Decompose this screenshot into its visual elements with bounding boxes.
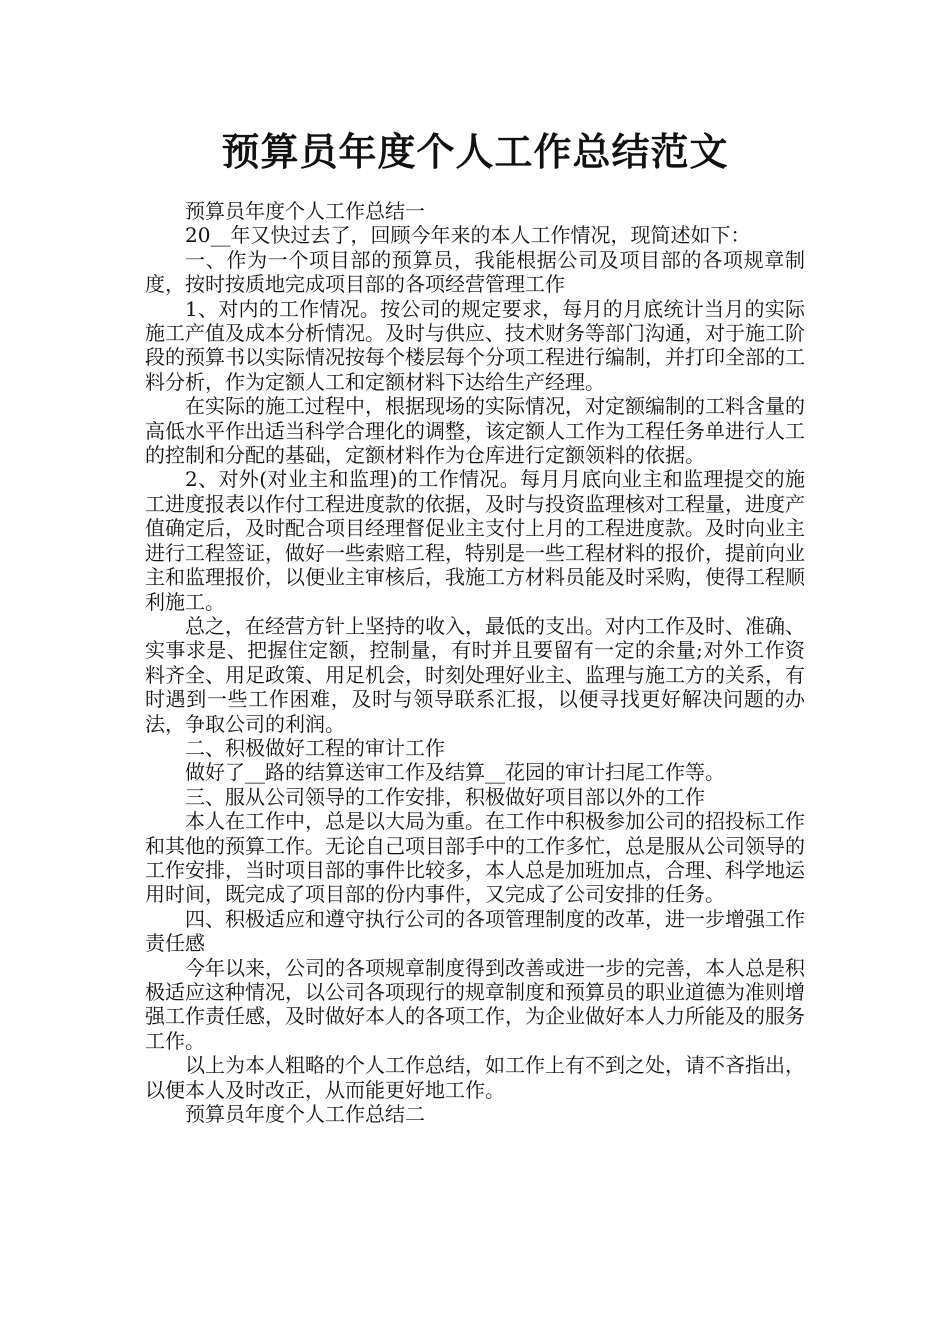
paragraph: 20__年又快过去了，回顾今年来的本人工作情况，现简述如下： — [185, 223, 751, 248]
paragraph-subheading: 四、积极适应和遵守执行公司的各项管理制度的改革，进一步增强工作责任感 — [145, 906, 805, 956]
document-body — [145, 199, 805, 1126]
paragraph-subheading: 三、服从公司领导的工作安排，积极做好项目部以外的工作 — [185, 784, 705, 809]
paragraph-section-heading: 预算员年度个人工作总结一 — [185, 199, 425, 223]
paragraph: 以上为本人粗略的个人工作总结，如工作上有不到之处，请不吝指出，以便本人及时改正，从而能更好地工作。 — [145, 1053, 805, 1102]
paragraph: 本人在工作中，总是以大局为重。在工作中积极参加公司的招投标工作和其他的预算工作。无论自己项目部手中的工作多忙，总是服从公司领导的工作安排，当时项目部的事件比较多，本人总是加班加点，合理、科学地运用时间，既完成了项目部的份内事件，又完成了公司安排的任务。 — [145, 809, 805, 907]
paragraph: 在实际的施工过程中，根据现场的实际情况，对定额编制的工料含量的高低水平作出适当科学合理化的调整，该定额人工作为工程任务单进行人工的控制和分配的基础，定额材料作为仓库进行定额领料的依据。 — [145, 394, 805, 468]
paragraph-subheading: 二、积极做好工程的审计工作 — [185, 735, 445, 760]
paragraph: 做好了__路的结算送审工作及结算__花园的审计扫尾工作等。 — [185, 760, 725, 785]
paragraph: 2、对外(对业主和监理)的工作情况。每月月底向业主和监理提交的施工进度报表以作付工程进度款的依据，及时与投资监理核对工程量，进度产值确定后，及时配合项目经理督促业主支付上月的工程进度款。及时向业主进行工程签证，做好一些索赔工程，特别是一些工程材料的报价，提前向业主和监理报价，以便业主审核后，我施工方材料员能及时采购，使得工程顺利施工。 — [145, 467, 805, 614]
paragraph: 一、作为一个项目部的预算员，我能根据公司及项目部的各项规章制度，按时按质地完成项目部的各项经营管理工作 — [145, 247, 805, 297]
paragraph-section-heading: 预算员年度个人工作总结二 — [185, 1102, 425, 1127]
paragraph: 总之，在经营方针上坚持的收入，最低的支出。对内工作及时、准确、实事求是、把握住定额，控制量，有时并且要留有一定的余量;对外工作资料齐全、用足政策、用足机会，时刻处理好业主、监理与施工方的关系，有时遇到一些工作困难，及时与领导联系汇报，以便寻找更好解决问题的办法，争取公司的利润。 — [145, 613, 805, 736]
document-title: 预算员年度个人工作总结范文 — [221, 130, 729, 174]
paragraph: 1、对内的工作情况。按公司的规定要求，每月的月底统计当月的实际施工产值及成本分析情况。及时与供应、技术财务等部门沟通，对于施工阶段的预算书以实际情况按每个楼层每个分项工程进行编制，并打印全部的工料分析，作为定额人工和定额材料下达给生产经理。 — [145, 296, 805, 394]
paragraph: 今年以来，公司的各项规章制度得到改善或进一步的完善，本人总是积极适应这种情况，以公司各项现行的规章制度和预算员的职业道德为准则增强工作责任感，及时做好本人的各项工作，为企业做好本人力所能及的服务工作。 — [145, 955, 805, 1053]
